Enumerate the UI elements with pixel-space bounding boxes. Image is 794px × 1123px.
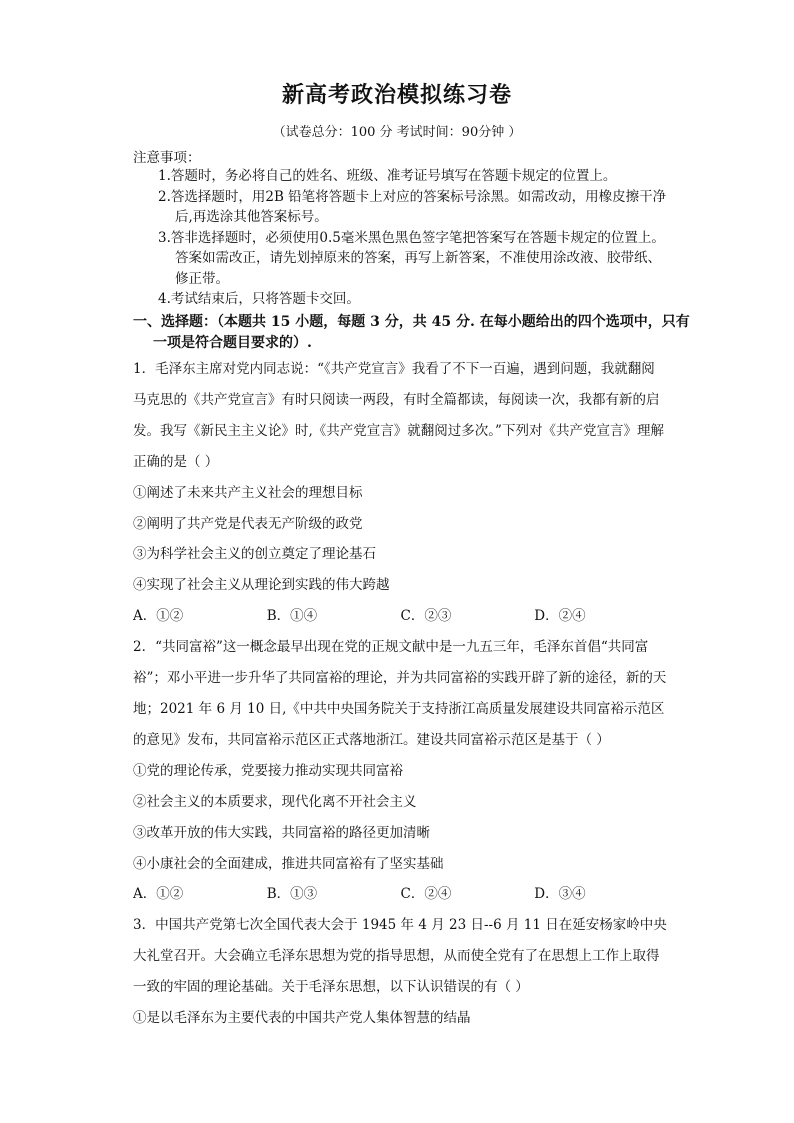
- option-c: C．②③: [400, 608, 452, 625]
- note-item: 1.答题时，务必将自己的姓名、班级、准考证号填写在答题卡规定的位置上。: [158, 168, 617, 184]
- option-d: D．②④: [534, 608, 586, 625]
- option-b: B．①④: [266, 608, 318, 625]
- note-item: 2.答选择题时，用2B 铅笔将答题卡上对应的答案标号涂黑。如需改动，用橡皮擦干净后,再选涂其他答案标号。: [158, 188, 667, 225]
- question-2-statement: ②社会主义的本质要求，现代化离不开社会主义: [133, 793, 417, 810]
- section-heading: 一、选择题：（本题共 15 小题，每题 3 分，共 45 分. 在每小题给出的四个选项中，只有一项是符合题目要求的）.: [133, 314, 690, 351]
- exam-info: （试卷总分：100 分 考试时间：90分钟 ）: [272, 125, 522, 140]
- questions: [133, 354, 668, 1034]
- option-c: C．②④: [400, 886, 452, 903]
- question-2-options: [133, 879, 668, 910]
- question-1-statement: ②阐明了共产党是代表无产阶级的政党: [133, 515, 363, 532]
- question-3-stem: 3．中国共产党第七次全国代表大会于 1945 年 4 月 23 日--6 月 11 日在延安杨家岭中央大礼堂召开。大会确立毛泽东思想为党的指导思想，从而使全党有了在思想上工作上取得一致的牢固的理论基础。关于毛泽东思想，以下认识错误的有（ ）: [133, 917, 667, 996]
- question-2-statement: ③改革开放的伟大实践，共同富裕的路径更加清晰: [133, 824, 430, 841]
- option-d: D．③④: [534, 886, 586, 903]
- question-2-statement: ④小康社会的全面建成，推进共同富裕有了坚实基础: [133, 855, 444, 872]
- notes-heading: 注意事项：: [133, 150, 201, 166]
- note-item: 3.答非选择题时，必须使用0.5毫米黑色黑色签字笔把答案写在答题卡规定的位置上。答案如需改正，请先划掉原来的答案，再写上新答案，不准使用涂改液、胶带纸、修正带。: [158, 229, 665, 287]
- question-3-statement: ①是以毛泽东为主要代表的中国共产党人集体智慧的结晶: [133, 1010, 471, 1027]
- question-2-stem: 2．“共同富裕”这一概念最早出现在党的正规文献中是一九五三年，毛泽东首倡“共同富裕”；邓小平进一步升华了共同富裕的理论，并为共同富裕的实践开辟了新的途径，新的天地；2021 年 6 月 10 日,《中共中央国务院关于支持浙江高质量发展建设共同富裕示范区的意见》发布，共同富裕示范区正式落地浙江。建设共同富裕示范区是基于（ ）: [133, 639, 667, 748]
- question-1-statement: ①阐述了未来共产主义社会的理想目标: [133, 484, 363, 501]
- question-1-stem: 1．毛泽东主席对党内同志说：“《共产党宣言》我看了不下一百遍，遇到问题，我就翻阅马克思的《共产党宣言》有时只阅读一两段，有时全篇都读，每阅读一次，我都有新的启发。我写《新民主主义论》时,《共产党宣言》就翻阅过多次。”下列对《共产党宣言》理解正确的是（ ）: [133, 361, 664, 470]
- notes-list: [158, 166, 668, 310]
- question-1-options: [133, 601, 668, 632]
- page-title: 新高考政治模拟练习卷: [281, 82, 512, 108]
- option-a: A．①②: [133, 886, 184, 903]
- question-2-statement: ①党的理论传承，党要接力推动实现共同富裕: [133, 762, 403, 779]
- option-a: A．①②: [133, 608, 184, 625]
- option-b: B．①③: [266, 886, 318, 903]
- question-1-statement: ③为科学社会主义的创立奠定了理论基石: [133, 546, 376, 563]
- note-item: 4.考试结束后，只将答题卡交回。: [158, 291, 360, 307]
- question-1-statement: ④实现了社会主义从理论到实践的伟大跨越: [133, 577, 390, 594]
